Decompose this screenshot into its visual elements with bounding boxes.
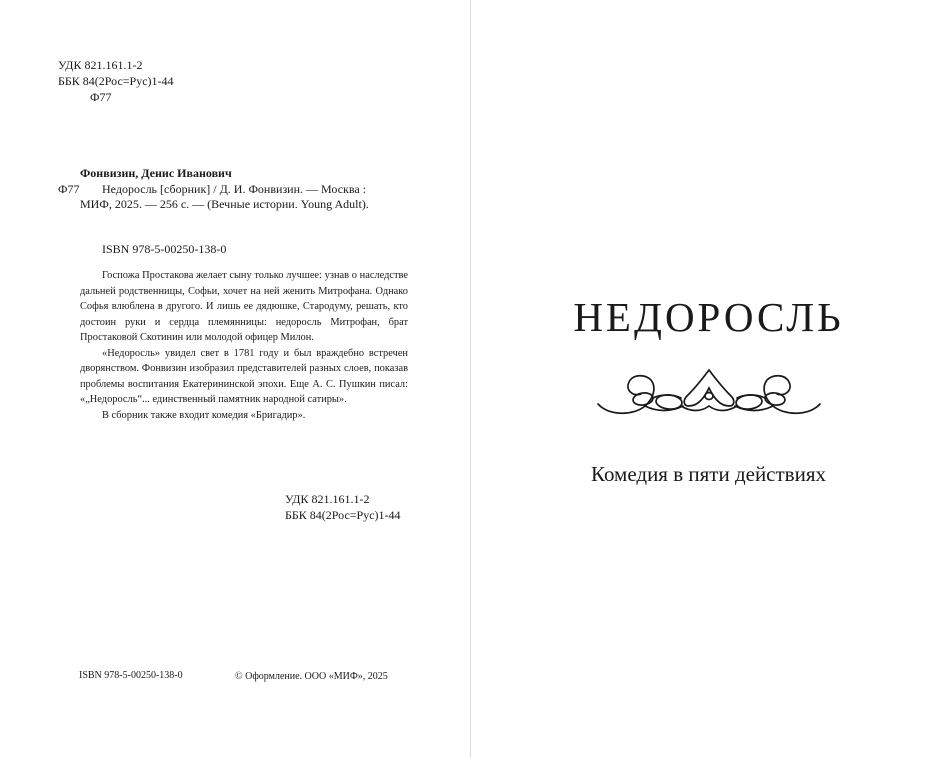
annotation-paragraph-1: Госпожа Простакова желает сыну только лучшее: узнав о наследстве дальней родственницы, Софьи, хочет на ней женить Митрофана. Однако Софья влюблена в другого. И лишь ее дядюшке, Стародуму, решать, кто достоин руки и сердца племянницы: недоросль Митрофан, брат Простаковой Скотинин или молодой офицер Милон. bbox=[80, 270, 408, 343]
annotation-paragraph-2: «Недоросль» увидел свет в 1781 году и был враждебно встречен дворянством. Фонвизин изобразил представителей разных слоев, показав проблемы воспитания Екатерининской эпохи. Еще А. С. Пушкин писал: «„Недоросль“... единственный памятник народной сатиры». bbox=[80, 347, 408, 405]
flourish-ornament-icon bbox=[595, 366, 823, 422]
bbk-code-bottom: ББК 84(2Рос=Рус)1-44 bbox=[285, 508, 401, 522]
annotation bbox=[80, 268, 408, 423]
book-subtitle: Комедия в пяти действиях bbox=[590, 462, 826, 486]
isbn: ISBN 978-5-00250-138-0 bbox=[102, 242, 227, 256]
book-title: НЕДОРОСЛЬ bbox=[573, 294, 844, 340]
footer-copyright: © Оформление. ООО «МИФ», 2025 bbox=[235, 671, 388, 682]
bibliography-line-1: Недоросль [сборник] / Д. И. Фонвизин. — Москва : bbox=[102, 182, 367, 196]
udk-code-bottom: УДК 821.161.1-2 bbox=[285, 492, 370, 506]
bbk-code: ББК 84(2Рос=Рус)1-44 bbox=[58, 74, 174, 88]
right-page bbox=[471, 0, 946, 758]
footer-isbn: ISBN 978-5-00250-138-0 bbox=[79, 670, 183, 681]
udk-code: УДК 821.161.1-2 bbox=[58, 58, 143, 72]
author-mark-inline: Ф77 bbox=[58, 182, 80, 196]
bibliography-line-2: МИФ, 2025. — 256 с. — (Вечные истории. Young Adult). bbox=[80, 197, 369, 211]
left-page bbox=[0, 0, 470, 758]
annotation-paragraph-3: В сборник также входит комедия «Бригадир». bbox=[102, 409, 306, 421]
author-name: Фонвизин, Денис Иванович bbox=[80, 166, 232, 180]
author-mark: Ф77 bbox=[90, 90, 112, 104]
